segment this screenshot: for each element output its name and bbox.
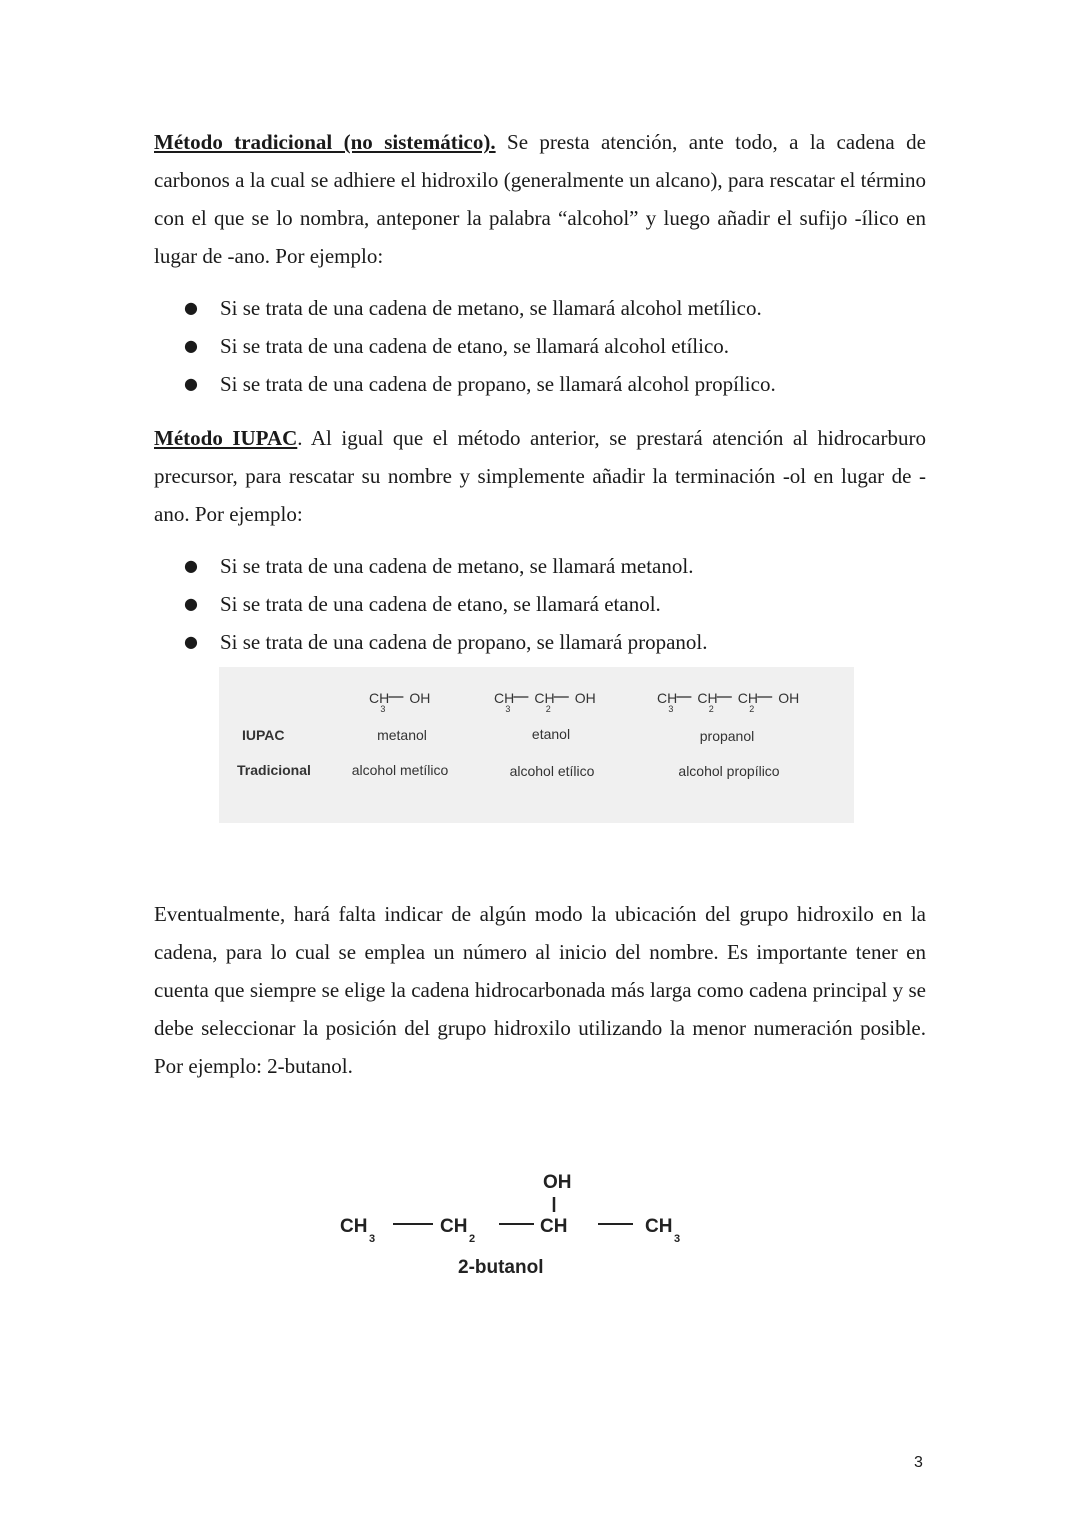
traditional-method-title: Método tradicional (no sistemático). — [154, 130, 496, 154]
formula-group: CH — [534, 690, 555, 706]
formula-group: CH — [737, 690, 759, 706]
formula-subscript: 2 — [708, 704, 714, 714]
traditional-examples-list — [184, 289, 776, 403]
bullet-icon: ● — [184, 556, 198, 575]
row-label-iupac: IUPAC — [242, 727, 285, 743]
butanol-subscript: 3 — [369, 1233, 376, 1245]
butanol-oh: OH — [543, 1172, 572, 1193]
bullet-icon: ● — [184, 336, 198, 355]
bullet-icon: ● — [184, 374, 198, 393]
list-item-text: Si se trata de una cadena de etano, se llamará etanol. — [220, 592, 661, 616]
formula-subscript: 3 — [380, 704, 386, 714]
iupac-name-propanol: propanol — [699, 728, 755, 744]
list-item — [184, 365, 776, 403]
list-item — [184, 289, 776, 327]
formula-subscript: 3 — [505, 704, 511, 714]
butanol-group: CH — [645, 1216, 673, 1237]
butanol-subscript: 2 — [469, 1233, 476, 1245]
traditional-name-ethanol: alcohol etílico — [509, 763, 595, 779]
formula-group: OH — [574, 690, 596, 706]
list-item-text: Si se trata de una cadena de propano, se llamará propanol. — [220, 630, 708, 654]
butanol-caption: 2-butanol — [458, 1257, 544, 1278]
formula-group: CH — [657, 690, 678, 706]
iupac-name-methanol: metanol — [377, 727, 427, 743]
traditional-method-paragraph — [154, 123, 926, 275]
iupac-examples-list — [184, 547, 707, 661]
list-item — [184, 623, 707, 661]
traditional-name-propanol: alcohol propílico — [678, 763, 780, 779]
iupac-name-ethanol: etanol — [531, 726, 571, 742]
butanol-chain — [340, 1216, 680, 1245]
butanol-group: CH — [540, 1216, 568, 1237]
formula-group: OH — [778, 690, 800, 706]
butanol-subscript: 3 — [674, 1233, 681, 1245]
formula-svg — [657, 687, 857, 717]
formula-group: CH — [369, 690, 390, 706]
list-item — [184, 547, 707, 585]
formula-subscript: 2 — [749, 704, 755, 714]
formula-subscript: 2 — [545, 704, 551, 714]
list-item-text: Si se trata de una cadena de propano, se llamará alcohol propílico. — [220, 372, 776, 396]
traditional-method-text: Se presta atención, ante todo, a la cadena de carbonos a la cual se adhiere el hidroxilo (generalmente un alcano), para rescatar el término con el que se lo nombra, anteponer la palabra “alcohol” y luego añadir el sufijo -ílico en lugar de -ano. Por ejemplo: — [154, 130, 926, 268]
row-label-traditional: Tradicional — [237, 762, 311, 778]
alcohol-naming-table — [219, 667, 854, 823]
formula-subscript: 3 — [668, 704, 674, 714]
butanol-group: CH — [440, 1216, 468, 1237]
list-item-text: Si se trata de una cadena de metano, se llamará metanol. — [220, 554, 694, 578]
iupac-method-text: . Al igual que el método anterior, se prestará atención al hidrocarburo precursor, para rescatar su nombre y simplemente añadir la terminación -ol en lugar de -ano. Por ejemplo: — [154, 426, 926, 526]
list-item — [184, 585, 707, 623]
bullet-icon: ● — [184, 298, 198, 317]
traditional-name-methanol: alcohol metílico — [351, 762, 449, 778]
butanol-structure — [340, 1168, 720, 1288]
bullet-icon: ● — [184, 632, 198, 651]
list-item — [184, 327, 776, 365]
position-paragraph: Eventualmente, hará falta indicar de algún modo la ubicación del grupo hidroxilo en la cadena, para lo cual se emplea un número al inicio del nombre. Es importante tener en cuenta que siempre se elige la cadena hidrocarbonada más larga como cadena principal y se debe seleccionar la posición del grupo hidroxilo utilizando la menor numeración posible. Por ejemplo: 2-butanol. — [154, 902, 926, 1078]
page-number: 3 — [914, 1454, 923, 1471]
iupac-method-title: Método IUPAC — [154, 426, 298, 450]
iupac-method-paragraph — [154, 419, 926, 533]
butanol-group: CH — [340, 1216, 368, 1237]
formula-group: OH — [409, 690, 431, 706]
formula-group: CH — [494, 690, 515, 706]
butanol-diagram — [340, 1168, 720, 1288]
list-item-text: Si se trata de una cadena de etano, se llamará alcohol etílico. — [220, 334, 730, 358]
list-item-text: Si se trata de una cadena de metano, se llamará alcohol metílico. — [220, 296, 762, 320]
formula-propanol — [657, 687, 857, 717]
formula-group: CH — [697, 690, 718, 706]
bullet-icon: ● — [184, 594, 198, 613]
